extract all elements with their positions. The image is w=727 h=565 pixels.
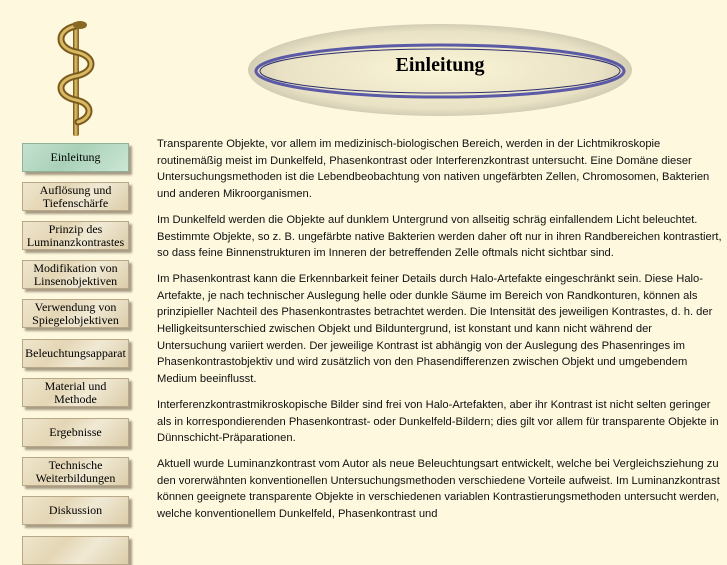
nav-item-partial[interactable] xyxy=(22,536,129,565)
nav-item-verwendung[interactable]: Verwendung von Spiegelobjektiven xyxy=(22,299,129,328)
paragraph: Im Phasenkontrast kann die Erkennbarkeit feiner Details durch Halo-Artefakte eingeschränkt sein. Diese Halo-Artefakte, je nach technischer Auslegung helle oder dunkle Säume im Bereich von Randkonturen, können als prinzipieller Nachteil des Phasenkontrastes betrachtet werden. Die Intensität des jeweiligen Kontrastes, d. h. der Helligkeitsunterschied zwischen Objekt und Bilduntergrund, ist konstant und kann nicht während der Untersuchung variiert werden. Der jeweilige Kontrast ist abhängig von der Auslegung des Phasenringes im Phasenkontrastobjektiv und wird zusätzlich von den Phasendifferenzen zwischen Objekt und umgebendem Medium beeinflusst. xyxy=(157,272,713,386)
nav-item-ergebnisse[interactable]: Ergebnisse xyxy=(22,418,129,447)
nav-item-diskussion[interactable]: Diskussion xyxy=(22,496,129,525)
nav-item-aufloesung[interactable]: Auflösung und Tiefenschärfe xyxy=(22,182,129,211)
paragraph: Aktuell wurde Luminanzkontrast vom Autor als neue Beleuchtungsart entwickelt, welche bei Vergleichsziehung zu den vorerwähnten konventionellen Untersuchungsmethoden verschiedene Vorteile aufweist. Im Luminanzkontrast können geeignete transparente Objekte in verschiedenen variablen Kontrastierungsmethoden untersucht werden, welche konventionellem Dunkelfeld, Phasenkontrast und xyxy=(157,457,720,521)
page-title: Einleitung xyxy=(395,54,485,76)
nav-item-material[interactable]: Material und Methode xyxy=(22,378,129,407)
paragraph: Im Dunkelfeld werden die Objekte auf dunklem Untergrund von allseitig schräg einfallendem Licht beleuchtet. Bestimmte Objekte, so z. B. ungefärbte native Bakterien werden daher oft nur in ihren Randbereichen kontrastiert, so dass feine Binnenstrukturen im Inneren der betreffenden Zelle oftmals nicht sichtbar sind. xyxy=(157,213,722,260)
paragraph: Interferenzkontrastmikroskopische Bilder sind frei von Halo-Artefakten, aber ihr Kontrast ist nicht selten geringer als in korrespondierenden Phasenkontrast- oder Dunkelfeld-Bildern; dies gilt vor allem für transparente Objekte in Dünnschicht-Präparationen. xyxy=(157,398,719,445)
paragraph: Transparente Objekte, vor allem im medizinisch-biologischen Bereich, werden in der Lichtmikroskopie routinemäßig meist im Dunkelfeld, Phasenkontrast oder Interferenzkontrast untersucht. Eine Domäne dieser Untersuchungsmethoden ist die Lebendbeobachtung von nativen ungefärbten Zellen, Chromosomen, Bakterien und anderen Mikroorganismen. xyxy=(157,138,710,201)
nav-item-beleuchtungsapparat[interactable]: Beleuchtungsapparat xyxy=(22,339,129,368)
nav-item-modifikation[interactable]: Modifikation von Linsenobjektiven xyxy=(22,260,129,289)
aesculapian-staff-logo xyxy=(48,18,104,138)
nav-item-technische[interactable]: Technische Weiterbildungen xyxy=(22,457,129,486)
nav-item-prinzip[interactable]: Prinzip des Luminanzkontrastes xyxy=(22,221,129,250)
main-content xyxy=(157,136,723,532)
nav-item-einleitung[interactable]: Einleitung xyxy=(22,143,129,172)
